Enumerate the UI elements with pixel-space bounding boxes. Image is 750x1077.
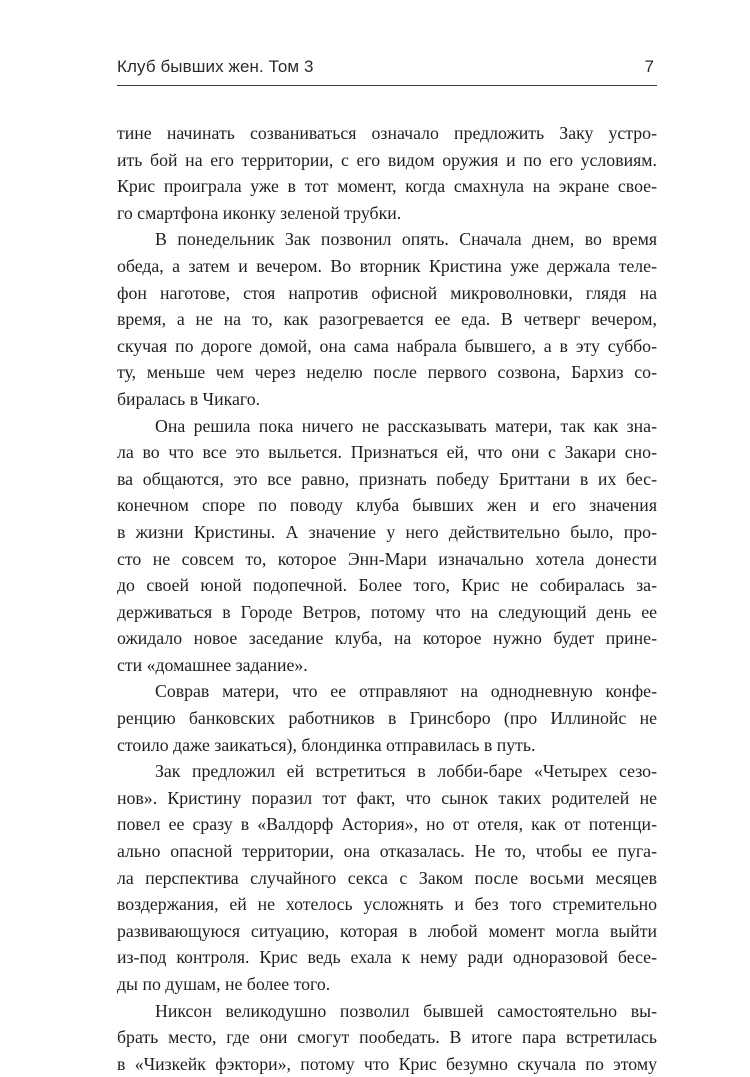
text-line: ту, меньше чем через неделю после первого созвона, Бархиз со-: [117, 362, 657, 383]
text-line: ренцию банковских работников в Гринсборо (про Иллинойс не: [117, 708, 657, 729]
text-line: стоило даже заикаться), блондинка отправилась в путь.: [117, 734, 536, 755]
text-line: развивающуюся ситуацию, которая в любой момент могла выйти: [117, 920, 657, 941]
text-line: Зак предложил ей встретиться в лобби-баре «Четырех сезо-: [155, 761, 657, 782]
text-line: брать место, где они смогут пообедать. В итоге пара встретилась: [117, 1027, 657, 1048]
text-line: сто не совсем то, которое Энн-Мари изначально хотела донести: [117, 548, 657, 569]
text-line: Крис проиграла уже в тот момент, когда смахнула на экране свое-: [117, 176, 657, 197]
text-line: ды по душам, не более того.: [117, 974, 331, 994]
text-line: скучая по дороге домой, она сама набрала бывшего, а в эту суббо-: [117, 335, 657, 356]
text-line: повел ее сразу в «Валдорф Астория», но от отеля, как от потенци-: [117, 814, 657, 835]
text-line: биралась в Чикаго.: [117, 388, 261, 409]
running-header: [117, 57, 657, 87]
header-rule: [117, 85, 657, 86]
text-line: держиваться в Городе Ветров, потому что на следующий день ее: [117, 601, 657, 622]
text-line: до своей юной подопечной. Более того, Крис не собиралась за-: [117, 575, 657, 596]
text-line: Соврав матери, что ее отправляют на однодневную конфе-: [155, 681, 657, 702]
text-line: В понедельник Зак позвонил опять. Сначала днем, во время: [155, 229, 657, 250]
body-text: [117, 120, 657, 1077]
text-line: обеда, а затем и вечером. Во вторник Кристина уже держала теле-: [117, 255, 657, 276]
paragraph: [117, 998, 657, 1077]
page-number: 7: [644, 57, 654, 76]
text-line: ла во что все это выльется. Признаться ей, что они с Закари сно-: [117, 442, 657, 463]
text-line: Она решила пока ничего не рассказывать матери, так как зна-: [155, 415, 657, 436]
text-line: в жизни Кристины. А значение у него действительно было, про-: [117, 521, 657, 542]
text-line: нов». Кристину поразил тот факт, что сынок таких родителей не: [117, 787, 657, 808]
text-line: го смартфона иконку зеленой трубки.: [117, 202, 402, 223]
paragraph: [117, 758, 657, 997]
text-line: сти «домашнее задание».: [117, 654, 308, 675]
text-line: воздержания, ей не хотелось усложнять и без того стремительно: [117, 894, 657, 915]
text-line: ить бой на его территории, с его видом оружия и по его условиям.: [117, 149, 657, 170]
text-line: ально опасной территории, она отказалась. Не то, чтобы ее пуга-: [117, 841, 657, 862]
text-line: ла перспектива случайного секса с Заком после восьми месяцев: [117, 867, 657, 888]
text-line: тине начинать созваниваться означало предложить Заку устро-: [117, 123, 657, 143]
paragraph: [117, 413, 657, 679]
paragraph: [117, 678, 657, 758]
text-line: из-под контроля. Крис ведь ехала к нему ради одноразовой бесе-: [117, 947, 657, 968]
text-line: Никсон великодушно позволил бывшей самостоятельно вы-: [155, 1000, 657, 1021]
text-line: ожидало новое заседание клуба, на которое нужно будет прине-: [117, 628, 657, 649]
text-line: фон наготове, стоя напротив офисной микроволновки, глядя на: [117, 282, 657, 303]
text-line: в «Чизкейк фэктори», потому что Крис безумно скучала по этому: [117, 1053, 657, 1074]
running-title: Клуб бывших жен. Том 3: [117, 57, 314, 76]
paragraph: [117, 120, 657, 226]
text-line: время, а не на то, как разогревается ее еда. В четверг вечером,: [117, 309, 657, 330]
text-line: ва общаются, это все равно, признать победу Бриттани в их бес-: [117, 468, 657, 489]
text-line: конечном споре по поводу клуба бывших жен и его значения: [117, 495, 657, 516]
paragraph: [117, 226, 657, 412]
